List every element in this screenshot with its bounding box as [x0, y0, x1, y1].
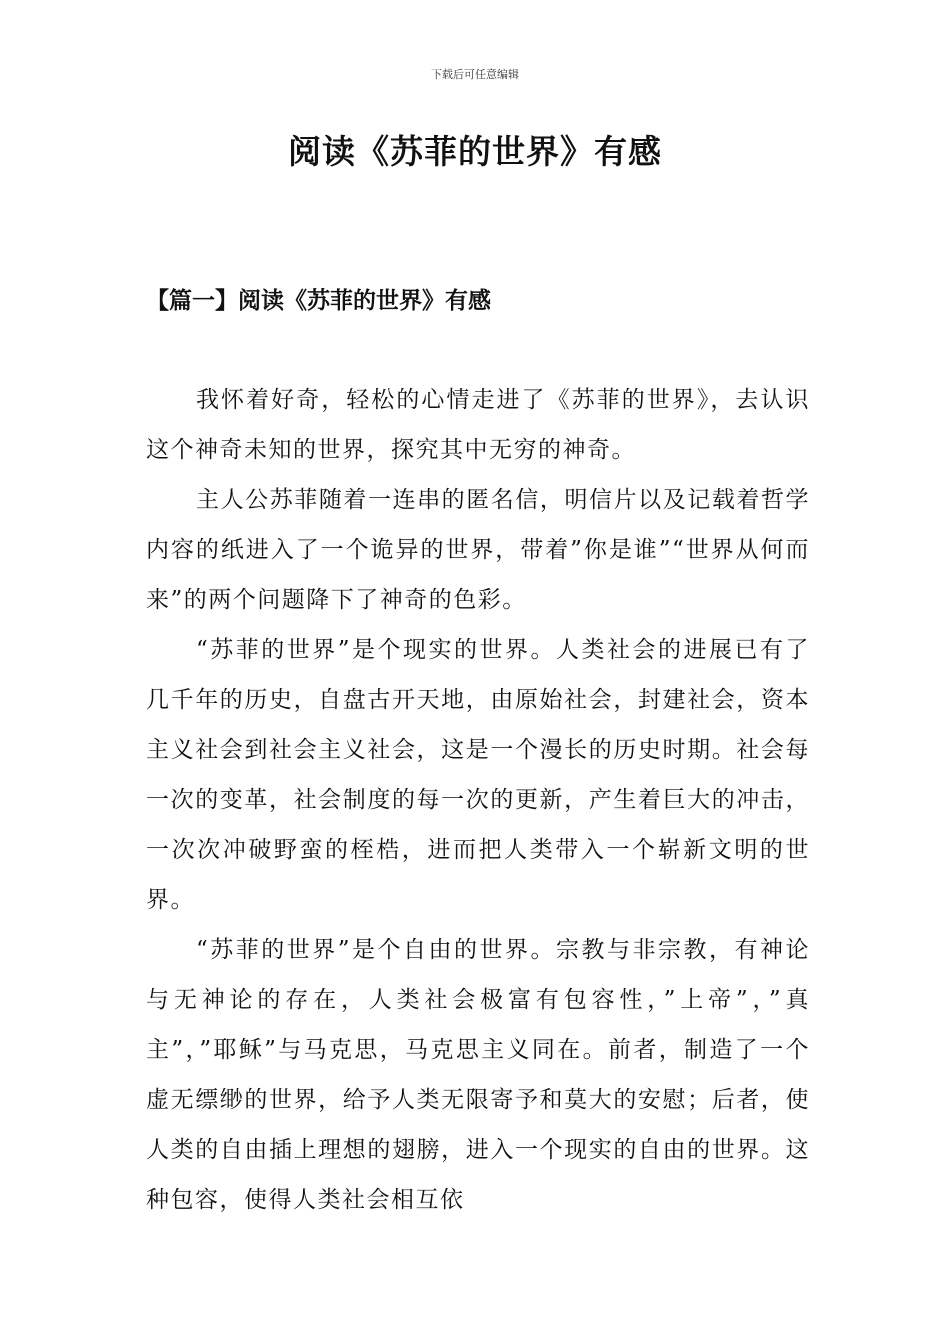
- paragraph: “苏菲的世界”是个现实的世界。人类社会的进展已有了几千年的历史，自盘古开天地，由原始社会，封建社会，资本主义社会到社会主义社会，这是一个漫长的历史时期。社会每一次的变革，社会制度的每一次的更新，产生着巨大的冲击，一次次冲破野蛮的桎梏，进而把人类带入一个崭新文明的世界。: [146, 637, 810, 913]
- document-title: 阅读《苏菲的世界》有感: [288, 132, 662, 171]
- paragraph: 我怀着好奇，轻松的心情走进了《苏菲的世界》，去认识这个神奇未知的世界，探究其中无穷的神奇。: [146, 387, 810, 463]
- paragraph: “苏菲的世界”是个自由的世界。宗教与非宗教，有神论与无神论的存在，人类社会极富有包容性，”上帝”，”真主”，”耶稣”与马克思，马克思主义同在。前者，制造了一个虚无缥缈的世界，给予人类无限寄予和莫大的安慰；后者，使人类的自由插上理想的翅膀，进入一个现实的自由的世界。这种包容，使得人类社会相互依: [146, 937, 810, 1213]
- document-body: [146, 375, 810, 1225]
- paragraph: 主人公苏菲随着一连串的匿名信，明信片以及记载着哲学内容的纸进入了一个诡异的世界，带着”你是谁”“世界从何而来”的两个问题降下了神奇的色彩。: [146, 487, 810, 613]
- section-heading: 【篇一】阅读《苏菲的世界》有感: [146, 287, 491, 314]
- header-note: 下载后可任意编辑: [431, 68, 519, 81]
